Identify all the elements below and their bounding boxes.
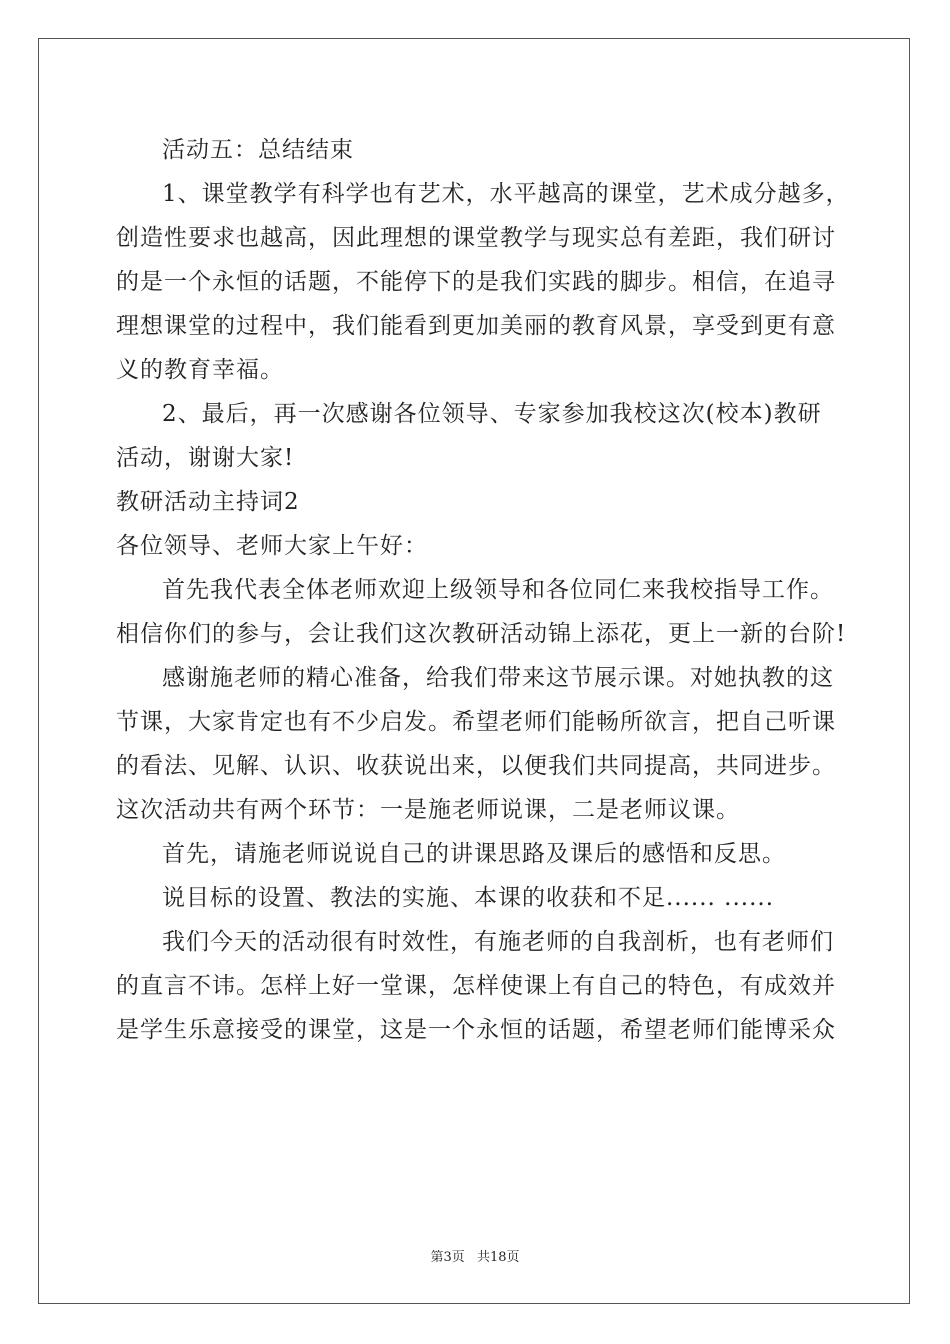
paragraph-line: 活动，谢谢大家! — [116, 445, 295, 471]
paragraph-line: 节课，大家肯定也有不少启发。希望老师们能畅所欲言，把自己听课 — [116, 709, 836, 735]
paragraph-line: 说目标的设置、教法的实施、本课的收获和不足...... ...... — [162, 885, 775, 911]
document-body — [116, 128, 850, 1052]
paragraph-line: 感谢施老师的精心准备，给我们带来这节展示课。对她执教的这 — [162, 665, 834, 691]
paragraph-line: 首先，请施老师说说自己的讲课思路及课后的感悟和反思。 — [162, 841, 786, 867]
paragraph-line: 活动五：总结结束 — [162, 137, 354, 163]
page-number: 第3页 — [430, 1250, 465, 1265]
paragraph-line: 理想课堂的过程中，我们能看到更加美丽的教育风景，享受到更有意 — [116, 313, 836, 339]
paragraph-line: 首先我代表全体老师欢迎上级领导和各位同仁来我校指导工作。 — [162, 577, 834, 603]
paragraph-line: 我们今天的活动很有时效性，有施老师的自我剖析，也有老师们 — [162, 929, 834, 955]
paragraph-line: 是学生乐意接受的课堂，这是一个永恒的话题，希望老师们能博采众 — [116, 1017, 836, 1043]
page-total: 共18页 — [476, 1250, 520, 1265]
paragraph-line: 2、最后，再一次感谢各位领导、专家参加我校这次(校本)教研 — [162, 401, 822, 427]
paragraph-line: 1、课堂教学有科学也有艺术，水平越高的课堂，艺术成分越多， — [162, 181, 850, 207]
paragraph-line: 相信你们的参与，会让我们这次教研活动锦上添花，更上一新的台阶! — [116, 621, 847, 647]
paragraph-line: 的看法、见解、认识、收获说出来，以便我们共同提高，共同进步。 — [116, 753, 836, 779]
paragraph-line: 义的教育幸福。 — [116, 357, 284, 383]
section-heading: 教研活动主持词2 — [116, 489, 300, 515]
paragraph-line: 创造性要求也越高，因此理想的课堂教学与现实总有差距，我们研讨 — [116, 225, 836, 251]
greeting-line: 各位领导、老师大家上午好： — [116, 533, 428, 559]
paragraph-line: 这次活动共有两个环节：一是施老师说课，二是老师议课。 — [116, 797, 740, 823]
page-footer — [0, 1246, 950, 1265]
paragraph-line: 的直言不讳。怎样上好一堂课，怎样使课上有自己的特色，有成效并 — [116, 973, 836, 999]
paragraph-line: 的是一个永恒的话题，不能停下的是我们实践的脚步。相信，在追寻 — [116, 269, 836, 295]
